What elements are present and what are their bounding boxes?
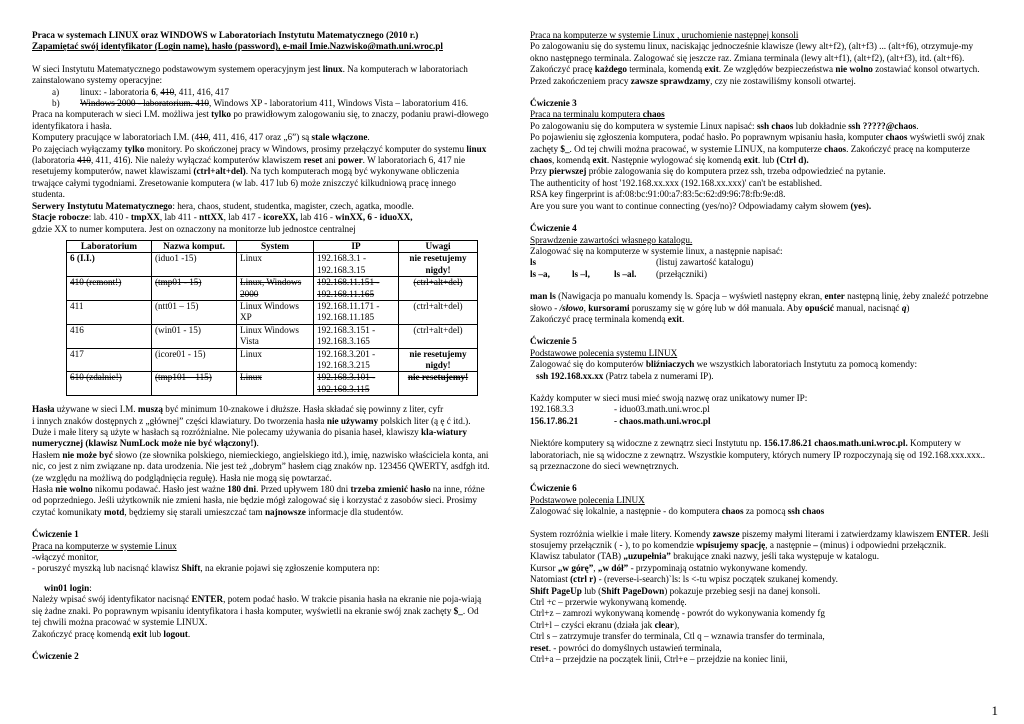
exercise-3-fingerprint: RSA key fingerprint is af:08:bc:91:00:a7:83:5c:62:d9:96:78:fb:9e:d8. <box>530 189 786 200</box>
cell: 192.168.11.171 - 192.168.11.185 <box>314 300 399 324</box>
exercise-6-ctrl-s-line: Ctrl s – zatrzymuje transfer do terminala, Ctl q – wznawia transfer do terminala, <box>530 631 825 642</box>
cell: (ctrl+alt+del) <box>399 300 478 324</box>
exercise-5-ip-row-2: 156.17.86.21 - chaos.math.uni.wroc.pl <box>530 415 711 426</box>
exercise-6-cursor-line: Kursor „w górę”, „w dół” - przypominają ostatnio wykonywane komendy. <box>530 562 808 573</box>
left-column <box>32 30 490 662</box>
power-on-paragraph: Komputery pracujące w laboratoriach I.M. (410, 411, 416, 417 oraz „6”) są stale włączone. <box>32 132 370 143</box>
cell: Linux <box>237 253 314 277</box>
exercise-4-man-paragraph: man ls (Nawigacja po manualu komendy ls. Spacja – wyświetl następny ekran, enter następną linię, żeby znaleźć potrzebne słowo - /słowo, kursorami poruszamy się w górę lub w dół manuala. Aby opuścić manual, nacisnąć q) <box>530 291 989 313</box>
exercise-6-paragraph-1: Zalogować się lokalnie, a następnie - do komputera chaos za pomocą ssh chaos <box>530 506 825 517</box>
cell: (tmp01 - 15) <box>152 277 237 301</box>
exercise-6-title: Ćwiczenie 6 <box>530 483 577 494</box>
col-header: IP <box>314 240 399 252</box>
exercise-6-ctrl-c-line: Ctrl +c – przerwie wykonywaną komendę. <box>530 597 687 608</box>
exercise-3-paragraph-1: Po zalogowaniu się do komputera w systemie Linux napisać: ssh chaos lub dokładnie ssh ?????@chaos. <box>530 120 919 131</box>
cell: Linux Windows Vista <box>237 324 314 348</box>
cell: 417 <box>67 348 152 372</box>
access-paragraph: Praca na komputerach w sieci I.M. możliwa jest tylko po prawidłowym zalogowaniu się, to znaczy, podaniu prawi-dłowego identyfikatora i hasła. <box>32 109 489 131</box>
cell: nie resetujemy nigdy! <box>399 348 478 372</box>
exercise-1-step-2: - poruszyć myszką lub nacisnąć klawisz Shift, na ekranie pojawi się zgłoszenie komputera np: <box>32 563 380 574</box>
doc-title: Praca w systemach LINUX oraz WINDOWS w Laboratoriach Instytutu Matematycznego (2010 r.) <box>32 30 419 40</box>
cell: 6 (I.I.) <box>67 253 152 277</box>
exercise-3-subtitle: Praca na terminalu komputera chaos <box>530 109 665 120</box>
cell: 192.168.3.101 - 192.168.3.115 <box>314 372 399 396</box>
col-header: Uwagi <box>399 240 478 252</box>
cell: (win01 - 15) <box>152 324 237 348</box>
cell: Linux, Windows 2000 <box>237 277 314 301</box>
doc-subtitle: Zapamiętać swój identyfikator (Login name), hasło (password), e-mail Imie.Nazwisko@math.uni.wroc.pl <box>32 41 443 52</box>
cell: Linux <box>237 348 314 372</box>
os-list-item-b: b) Windows 2000 - laboratorium. 410, Windows XP - laboratorium 411, Windows Vista – laboratorium 416. <box>52 98 469 109</box>
password-paragraph-2: i innych znaków dostępnych z „głównej” części klawiatury. Do tworzenia hasła nie używamy polskich liter (ą ę ć itd.). Duże i małe litery są użyte w hasłach są rozróżnialne. Nie polecamy używania do pisania haseł, klawiszy kla-wiatury numerycznej (klawisz NumLock może nie być włączony!). <box>32 415 471 449</box>
section-0-title: Praca na komputerze w systemie Linux , uruchomienie następnej konsoli <box>530 30 799 40</box>
table-row <box>67 372 478 396</box>
col-header: Laboratorium <box>67 240 152 252</box>
exercise-3-title: Ćwiczenie 3 <box>530 98 577 109</box>
os-list-item-a: a) linux: - laboratoria 6, 410, 411, 416, 417 <box>52 86 229 97</box>
exercise-6-ctrl-z-line: Ctrl+z – zamrozi wykonywaną komendę - powrót do wykonywania komendy fg <box>530 608 826 619</box>
exercise-6-ctrl-l-line: Ctrl+l – czyści ekranu (działa jak clear), <box>530 619 680 630</box>
exercise-1-paragraph-2: Zakończyć pracę komendą exit lub logout. <box>32 628 191 639</box>
exercise-5-ip-row-1: 192.168.3.3 - iduo03.math.uni.wroc.pl <box>530 404 710 415</box>
exercise-3-ssh-message: The authenticity of host '192.168.xx.xxx (192.168.xx.xxx)' can't be established. <box>530 177 823 188</box>
cell: 411 <box>67 300 152 324</box>
exercise-6-reset-line: reset. - powróci do domyślnych ustawień terminala, <box>530 642 722 653</box>
cell: (iduo1 -15) <box>152 253 237 277</box>
table-row <box>67 277 478 301</box>
table-row <box>67 348 478 372</box>
exercise-5-title: Ćwiczenie 5 <box>530 336 577 347</box>
servers-paragraph: Serwery Instytutu Matematycznego: hera, chaos, student, studentka, magister, czech, agatka, moodle. <box>32 200 414 211</box>
exercise-5-ssh-command: ssh 192.168.xx.xx (Patrz tabela z numerami IP). <box>536 370 714 381</box>
right-column <box>530 30 993 666</box>
exercise-6-tab-line: Klawisz tabulator (TAB) „uzupełnia” brakujące znaki nazwy, jeśli taka występuje w katalogu. <box>530 551 879 562</box>
exercise-1-step-1: -włączyć monitor, <box>32 552 99 563</box>
exercise-3-question: Are you sure you want to continue connecting (yes/no)? Odpowiadamy całym słowem (yes). <box>530 200 872 211</box>
exercise-4-subtitle: Sprawdzenie zawartości własnego katalogu. <box>530 234 693 245</box>
intro-paragraph: W sieci Instytutu Matematycznego podstawowym systemem operacyjnym jest linux. Na komputerach w laboratoriach zainstalowano systemy operacyjne: <box>32 63 468 86</box>
page-number: 1 <box>991 702 998 718</box>
exercise-4-paragraph-1: Zalogować się na komputerze w systemie linux, a następnie napisać: <box>530 245 783 256</box>
exercise-6-pageup-line: Shift PageUp lub (Shift PageDown) pokazuje przebieg sesji na danej konsoli. <box>530 585 821 596</box>
exercise-6-paragraph-2: System rozróżnia wielkie i małe litery. Komendy zawsze piszemy małymi literami i zatwierdzamy klawiszem ENTER. Jeśli stosujemy przełącznik ( - ), to po komendzie wpisujemy spację, a następnie – (minus) i odpowiedni przełącznik. <box>530 528 989 551</box>
exercise-5-paragraph-2: Każdy komputer w sieci musi mieć swoją nazwę oraz unikatowy numer IP: <box>530 392 808 403</box>
exercise-3-paragraph-3: Przy pierwszej próbie zalogowania się do komputera przez ssh, trzeba odpowiedzieć na pytanie. <box>530 166 886 177</box>
exercise-3-paragraph-2: Po pojawieniu się zgłoszenia komputera, podać hasło. Po poprawnym wpisaniu hasła, komputer chaos wyświetli swój znak zachęty $_. Od tej chwili można pracować, w systemie LINUX, na komputerze chaos. Zakończyć pracę na komputerze chaos, komendą exit. Następnie wylogować się komendą exit. lub (Ctrl d). <box>530 132 985 166</box>
exercise-6-ctrl-r-line: Natomiast (ctrl r) - (reverse-i-search)`ls: ls <-tu wpisz początek szukanej komendy. <box>530 574 838 585</box>
password-paragraph-4: Hasła nie wolno nikomu podawać. Hasło jest ważne 180 dni. Przed upływem 180 dni trzeba zmienić hasło na inne, różne od poprzedniego. Jeśli użytkownik nie zmieni hasła, nie będzie mógł zalogować się i korzystać z zasobów sieci. Prosimy czytać komunikaty motd, będziemy się starali umieszczać tam najnowsze informacje dla studentów. <box>32 484 485 517</box>
exercise-6-ctrl-a-line: Ctrl+a – przejdzie na początek linii, Ctrl+e – przejdzie na koniec linii, <box>530 654 788 665</box>
exercise-6-subtitle: Podstawowe polecenia LINUX <box>530 494 645 505</box>
cell: (ctrl+alt+del) <box>399 277 478 301</box>
exercise-5-subtitle: Podstawowe polecenia systemu LINUX <box>530 347 678 358</box>
exercise-1-paragraph-1: Należy wpisać swój identyfikator nacisnąć ENTER, potem podać hasło. W trakcie pisania hasła na ekranie nie poja-wiają się żadne znaki. Po poprawnym wpisaniu identyfikatora i hasła komputer, wyświetli na ekranie swój znak zachęty $_. Od tej chwili można pracować w systemie LINUX. <box>32 594 482 628</box>
table-row <box>67 253 478 277</box>
cell: Linux <box>237 372 314 396</box>
cell: 192.168.3.1 - 192.168.3.15 <box>314 253 399 277</box>
cell: Linux Windows XP <box>237 300 314 324</box>
stations-paragraph: Stacje robocze: lab. 410 - tmpXX, lab 411 - nttXX, lab 417 - icoreXX, lab 416 - winXX, 6 - iduoXX, <box>32 212 413 223</box>
cell: (ntt01 – 15) <box>152 300 237 324</box>
table-header-row <box>67 240 478 252</box>
exercise-4-end: Zakończyć pracę terminala komendą exit. <box>530 313 685 324</box>
exercise-4-switches-line: ls –a, ls –l, ls –al. (przełączniki) <box>530 268 708 279</box>
exercise-4-ls-line: ls (listuj zawartość katalogu) <box>530 257 754 268</box>
login-prompt-example: win01 login: <box>44 582 92 593</box>
exercise-5-paragraph-1: Zalogować się do komputerów bliźniaczych we wszystkich laboratoriach Instytutu za pomocą komendy: <box>530 359 918 370</box>
cell: 410 (remont!) <box>67 277 152 301</box>
cell: 416 <box>67 324 152 348</box>
section-0-paragraph: Po zalogowaniu się do systemu linux, naciskając jednocześnie klawisze (lewy alt+f2), (alt+f3) ... (alt+f6), otrzymuje-my okno następnego terminala. Zalogować się jeszcze raz. Zmiana terminala (lewy alt+f1), (alt+f2), (alt+f3), itd. (alt+f6). Zakończyć pracę każdego terminala, komendą exit. Ze względów bezpieczeństwa nie wolno zostawiać konsol otwartych. Przed zakończeniem pracy zawsze sprawdzamy, czy nie zostawiliśmy konsoli otwartej. <box>530 41 980 86</box>
cell: 610 (zdalnie!) <box>67 372 152 396</box>
cell: 192.168.11.151 - 192.168.11.165 <box>314 277 399 301</box>
password-paragraph-3: Hasłem nie może być słowo (ze słownika polskiego, niemieckiego, angielskiego itd.), imię, nazwisko właściciela konta, ani nic, co jest z nim związane np. data urodzenia. Nie jest też „dobrym” hasłem ciąg znaków np. 123456 QWERTY, asdfgh itd. (ze względu na możliwą do podglądnięcia regułę). Hasła nie mogą się powtarzać. <box>32 449 490 483</box>
cell: 192.168.3.151 - 192.168.3.165 <box>314 324 399 348</box>
col-header: System <box>237 240 314 252</box>
cell: nie resetujemy nigdy! <box>399 253 478 277</box>
col-header: Nazwa komput. <box>152 240 237 252</box>
table-row <box>67 324 478 348</box>
cell: (ctrl+alt+del) <box>399 324 478 348</box>
cell: nie resetujemy! <box>399 372 478 396</box>
cell: (tmp101 – 115) <box>152 372 237 396</box>
password-paragraph-1: Hasła używane w sieci I.M. muszą być minimum 10-znakowe i dłuższe. Hasła składać się powinny z liter, cyfr <box>32 404 444 415</box>
cell: 192.168.3.201 - 192.168.3.215 <box>314 348 399 372</box>
power-off-paragraph: Po zajęciach wyłączamy tylko monitory. Po skończonej pracy w Windows, prosimy przełączyć komputer do systemu linux (laboratoria 410, 411, 416). Nie należy wyłączać komputerów klawiszem reset ani power. W laboratoriach 6, 417 nie resetujemy komputerów, nawet klawiszami (ctrl+alt+del). Na tych komputerach mogą być wykonywane obliczenia trwające całymi tygodniami. Zresetowanie komputera (w lab. 417 lub 6) może zniszczyć kilkudniową pracę innego studenta. <box>32 143 487 200</box>
table-row <box>67 300 478 324</box>
exercise-4-title: Ćwiczenie 4 <box>530 223 577 234</box>
stations-note: gdzie XX to numer komputera. Jest on oznaczony na monitorze lub jednostce centralnej <box>32 223 356 234</box>
exercise-1-subtitle: Praca na komputerze w systemie Linux <box>32 540 177 551</box>
exercise-5-paragraph-3: Niektóre komputery są widoczne z zewnątrz sieci Instytutu np. 156.17.86.21 chaos.math.uni.wroc.pl. Komputery w laboratoriach, nie są widoczne z zewnątrz. Wszystkie komputery, których numery IP rozpoczynają się od 192.168.xxx.xxx.. są przeznaczone do sieci wewnętrznych. <box>530 438 986 471</box>
cell: (icore01 - 15) <box>152 348 237 372</box>
lab-table <box>66 240 478 396</box>
exercise-2-title: Ćwiczenie 2 <box>32 650 79 661</box>
exercise-1-title: Ćwiczenie 1 <box>32 529 79 540</box>
